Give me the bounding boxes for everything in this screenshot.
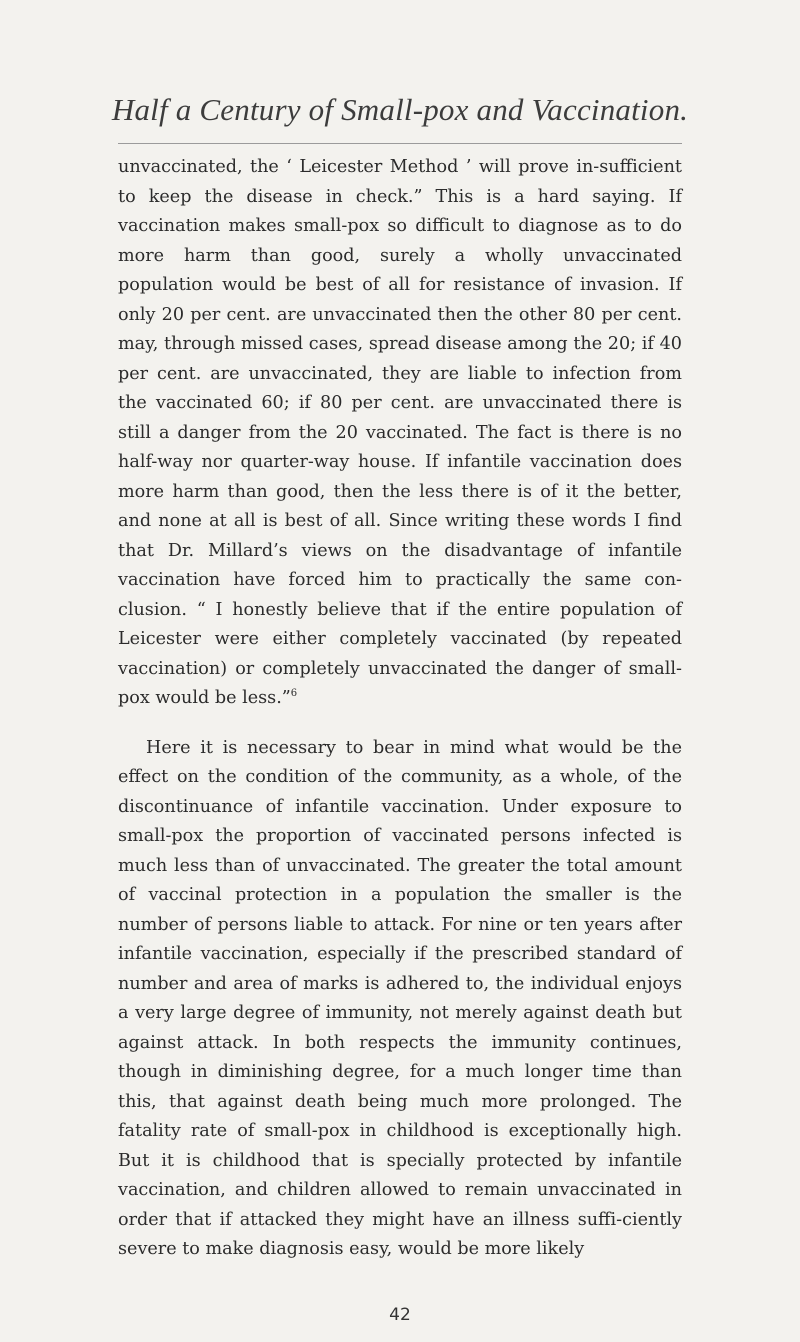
paragraph: [118, 153, 682, 714]
running-title: Half a Century of Small-pox and Vaccination.: [111, 92, 689, 127]
header-rule: [118, 143, 682, 144]
paragraph: Here it is necessary to bear in mind what would be the effect on the condition of the community, as a whole, of the discontinuance of infantile vaccination. Under exposure to small-pox the proportion of vaccinated persons infected is much less than of unvaccinated. The greater the total amount of vaccinal protection in a population the smaller is the number of persons liable to attack. For nine or ten years after infantile vaccination, especially if the prescribed standard of number and area of marks is adhered to, the individual enjoys a very large degree of immunity, not merely against death but against attack. In both respects the immunity continues, though in diminishing degree, for a much longer time than this, that against death being much more prolonged. The fatality rate of small-pox in childhood is exceptionally high. But it is childhood that is specially protected by infantile vaccination, and children allowed to remain unvaccinated in order that if attacked they might have an illness suffi-ciently severe to make diagnosis easy, would be more likely: [118, 737, 682, 1259]
paragraph-text: unvaccinated, the ‘ Leicester Method ’ will prove in-sufficient to keep the disease in check.” This is a hard saying. If vaccination makes small-pox so difficult to diagnose as to do more harm than good, surely a wholly unvaccinated population would be best of all for resistance of invasion. If only 20 per cent. are unvaccinated then the other 80 per cent. may, through missed cases, spread disease among the 20; if 40 per cent. are unvaccinated, they are liable to infection from the vaccinated 60; if 80 per cent. are unvaccinated there is still a danger from the 20 vaccinated. The fact is there is no half-way nor quarter-way house. If infantile vaccination does more harm than good, then the less there is of it the better, and none at all is best of all. Since writing these words I find that Dr. Millard’s views on the disadvantage of infantile vaccination have forced him to practically the same con-clusion. “ I honestly believe that if the entire population of Leicester were either completely vaccinated (by repeated vaccination) or completely unvaccinated the danger of small-pox would be less.”: [118, 157, 682, 708]
footnote-reference: 6: [290, 688, 298, 700]
body-text: [118, 153, 682, 1265]
page-number: 42: [389, 1305, 411, 1325]
